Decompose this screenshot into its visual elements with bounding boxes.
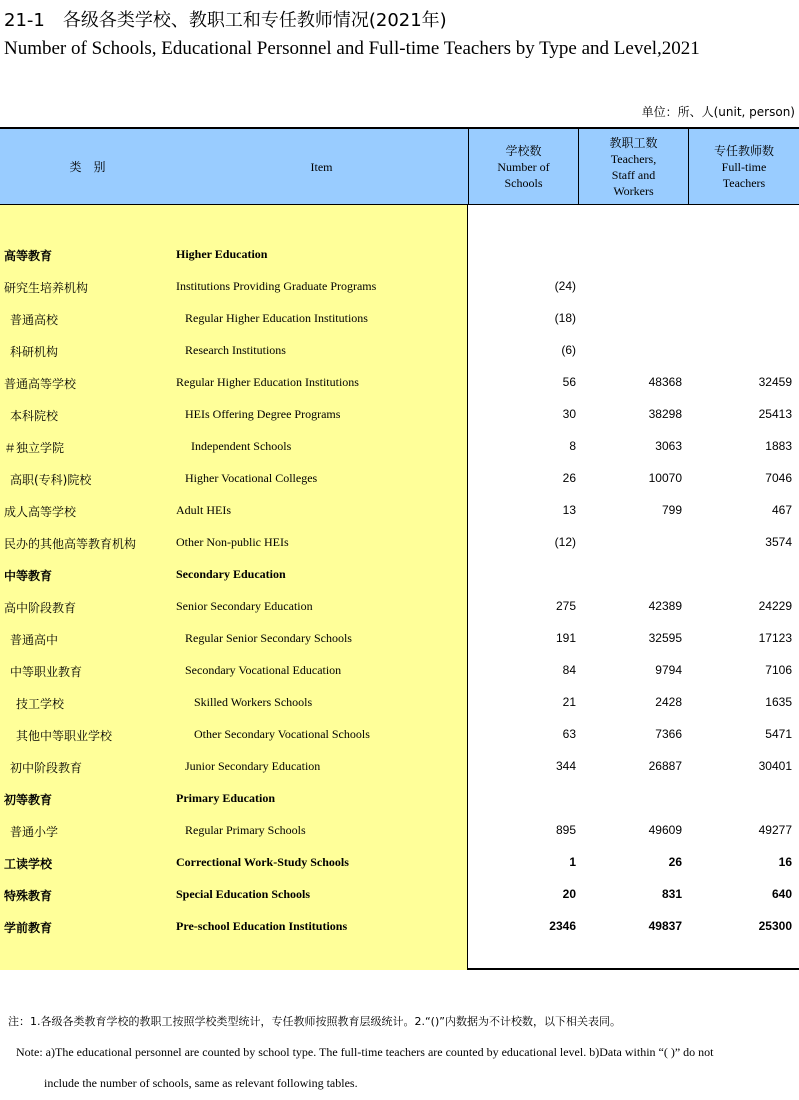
row-label-en: Regular Higher Education Institutions xyxy=(176,375,359,389)
row-label-en: Secondary Vocational Education xyxy=(185,663,342,677)
row-label-cn: 普通小学 xyxy=(10,825,59,839)
cell-staff: 38298 xyxy=(648,407,682,421)
row-label-en: HEIs Offering Degree Programs xyxy=(185,407,341,421)
table-row xyxy=(0,343,799,363)
table-row xyxy=(0,375,799,395)
page-title-cn: 21-1 各级各类学校、教职工和专任教师情况(2021年) xyxy=(4,10,447,31)
row-label-en: Research Institutions xyxy=(185,343,286,357)
cell-schools: 895 xyxy=(555,823,576,837)
row-label-en: Secondary Education xyxy=(176,567,286,581)
row-label-en: Special Education Schools xyxy=(176,887,311,901)
cell-staff: 48368 xyxy=(648,375,682,389)
header-schools xyxy=(469,129,578,205)
table-row xyxy=(0,567,799,587)
row-label-cn: 初等教育 xyxy=(4,793,53,807)
cell-teachers: 32459 xyxy=(758,375,792,389)
header-schools-en-1: Number of xyxy=(497,160,550,174)
cell-staff: 831 xyxy=(661,887,682,901)
table-row xyxy=(0,663,799,683)
cell-schools: 1 xyxy=(569,855,576,869)
row-label-en: Correctional Work-Study Schools xyxy=(176,855,349,869)
cell-schools: 275 xyxy=(555,599,576,613)
cell-teachers: 25413 xyxy=(758,407,792,421)
table-row xyxy=(0,279,799,299)
table-row xyxy=(0,247,799,267)
cell-staff: 10070 xyxy=(648,471,682,485)
header-teachers-en-1: Full-time xyxy=(721,160,767,174)
cell-schools: 84 xyxy=(562,663,576,677)
table-row xyxy=(0,471,799,491)
header-category-cn: 类 别 xyxy=(69,160,106,174)
data-table xyxy=(0,127,799,970)
cell-schools: 344 xyxy=(555,759,576,773)
header-teachers-en-2: Teachers xyxy=(722,176,766,190)
row-label-en: Primary Education xyxy=(176,791,275,805)
cell-schools: (6) xyxy=(561,343,576,357)
cell-schools: 56 xyxy=(562,375,576,389)
header-staff xyxy=(579,129,688,205)
cell-teachers: 1635 xyxy=(765,695,792,709)
cell-teachers: 640 xyxy=(771,887,792,901)
cell-staff: 26 xyxy=(668,855,682,869)
row-label-en: Institutions Providing Graduate Programs xyxy=(176,279,377,293)
row-label-cn: 科研机构 xyxy=(10,345,59,359)
table-header xyxy=(0,129,799,205)
cell-teachers: 17123 xyxy=(758,631,792,645)
cell-staff: 49609 xyxy=(648,823,682,837)
header-teachers xyxy=(689,129,799,205)
table-row xyxy=(0,311,799,331)
row-label-cn: 其他中等职业学校 xyxy=(16,729,113,743)
cell-schools: (24) xyxy=(554,279,576,293)
row-label-en: Other Secondary Vocational Schools xyxy=(194,727,370,741)
cell-teachers: 49277 xyxy=(758,823,792,837)
cell-staff: 49837 xyxy=(648,919,682,933)
row-label-cn: 成人高等学校 xyxy=(4,505,77,519)
header-staff-en-1: Teachers, xyxy=(610,152,657,166)
table-row xyxy=(0,407,799,427)
row-label-cn: 特殊教育 xyxy=(4,889,53,903)
cell-staff: 26887 xyxy=(648,759,682,773)
cell-teachers: 16 xyxy=(778,855,792,869)
row-label-cn: 民办的其他高等教育机构 xyxy=(4,537,137,551)
table-row xyxy=(0,503,799,523)
cell-schools: 20 xyxy=(562,887,576,901)
row-label-cn: 高中阶段教育 xyxy=(4,601,77,615)
table-row xyxy=(0,855,799,875)
cell-staff: 9794 xyxy=(655,663,682,677)
note-en-line-1: Note: a)The educational personnel are counted by school type. The full-time teachers are counted by educational level. b)Data within “( )” do not xyxy=(16,1045,714,1059)
row-label-cn: 普通高等学校 xyxy=(4,377,77,391)
row-label-en: Regular Senior Secondary Schools xyxy=(185,631,352,645)
cell-schools: 63 xyxy=(562,727,576,741)
header-schools-en-2: Schools xyxy=(504,176,543,190)
row-label-cn: 学前教育 xyxy=(4,921,53,935)
cell-staff: 32595 xyxy=(648,631,682,645)
cell-staff: 7366 xyxy=(655,727,682,741)
cell-teachers: 7046 xyxy=(765,471,792,485)
header-staff-cn: 教职工数 xyxy=(609,136,658,150)
cell-schools: 30 xyxy=(562,407,576,421)
cell-staff: 3063 xyxy=(655,439,682,453)
cell-teachers: 1883 xyxy=(765,439,792,453)
note-cn: 注：1.各级各类教育学校的教职工按照学校类型统计，专任教师按照教育层级统计。2.“()”内数据为不计校数，以下相关表同。 xyxy=(8,1015,621,1028)
row-label-en: Regular Higher Education Institutions xyxy=(185,311,368,325)
row-label-en: Adult HEIs xyxy=(176,503,231,517)
header-item-en: Item xyxy=(310,160,333,174)
cell-teachers: 24229 xyxy=(758,599,792,613)
row-label-cn: ＃独立学院 xyxy=(4,441,65,455)
page-title-en: Number of Schools, Educational Personnel and Full-time Teachers by Type and Level,2021 xyxy=(4,38,700,59)
row-label-en: Pre-school Education Institutions xyxy=(176,919,348,933)
table-row xyxy=(0,727,799,747)
header-staff-en-3: Workers xyxy=(613,184,654,198)
cell-schools: 8 xyxy=(569,439,576,453)
row-label-cn: 高等教育 xyxy=(4,249,53,263)
note-en-line-2: include the number of schools, same as relevant following tables. xyxy=(44,1076,358,1090)
cell-schools: 26 xyxy=(562,471,576,485)
header-staff-en-2: Staff and xyxy=(611,168,656,182)
row-label-cn: 研究生培养机构 xyxy=(4,281,89,295)
cell-teachers: 5471 xyxy=(765,727,792,741)
row-label-cn: 工读学校 xyxy=(4,857,53,871)
row-label-en: Skilled Workers Schools xyxy=(194,695,313,709)
row-label-cn: 初中阶段教育 xyxy=(10,761,83,775)
row-label-cn: 中等职业教育 xyxy=(10,665,83,679)
table-row xyxy=(0,439,799,459)
cell-teachers: 25300 xyxy=(758,919,792,933)
cell-teachers: 7106 xyxy=(765,663,792,677)
row-label-en: Higher Education xyxy=(176,247,268,261)
row-label-en: Higher Vocational Colleges xyxy=(185,471,318,485)
row-label-en: Junior Secondary Education xyxy=(185,759,321,773)
table-row xyxy=(0,887,799,907)
table-row xyxy=(0,759,799,779)
table-row xyxy=(0,631,799,651)
table-row xyxy=(0,535,799,555)
row-label-en: Senior Secondary Education xyxy=(176,599,313,613)
cell-schools: (18) xyxy=(554,311,576,325)
header-schools-cn: 学校数 xyxy=(505,144,542,158)
table-row xyxy=(0,823,799,843)
cell-schools: 13 xyxy=(562,503,576,517)
row-label-cn: 技工学校 xyxy=(16,697,65,711)
row-label-cn: 高职(专科)院校 xyxy=(10,473,92,487)
row-label-en: Other Non-public HEIs xyxy=(176,535,289,549)
row-label-cn: 普通高校 xyxy=(10,313,59,327)
table-row xyxy=(0,919,799,939)
row-label-cn: 普通高中 xyxy=(10,633,59,647)
cell-schools: 191 xyxy=(555,631,576,645)
cell-schools: 2346 xyxy=(549,919,576,933)
cell-staff: 799 xyxy=(661,503,682,517)
row-label-en: Independent Schools xyxy=(191,439,292,453)
cell-staff: 2428 xyxy=(655,695,682,709)
cell-teachers: 30401 xyxy=(758,759,792,773)
unit-label: 单位：所、人(unit, person) xyxy=(641,105,795,119)
cell-schools: 21 xyxy=(562,695,576,709)
cell-staff: 42389 xyxy=(648,599,682,613)
table-row xyxy=(0,791,799,811)
cell-schools: (12) xyxy=(554,535,576,549)
table-row xyxy=(0,695,799,715)
header-teachers-cn: 专任教师数 xyxy=(713,144,774,158)
row-label-en: Regular Primary Schools xyxy=(185,823,306,837)
row-label-cn: 本科院校 xyxy=(10,409,59,423)
table-row xyxy=(0,599,799,619)
row-label-cn: 中等教育 xyxy=(4,569,53,583)
cell-teachers: 3574 xyxy=(765,535,792,549)
cell-teachers: 467 xyxy=(771,503,792,517)
